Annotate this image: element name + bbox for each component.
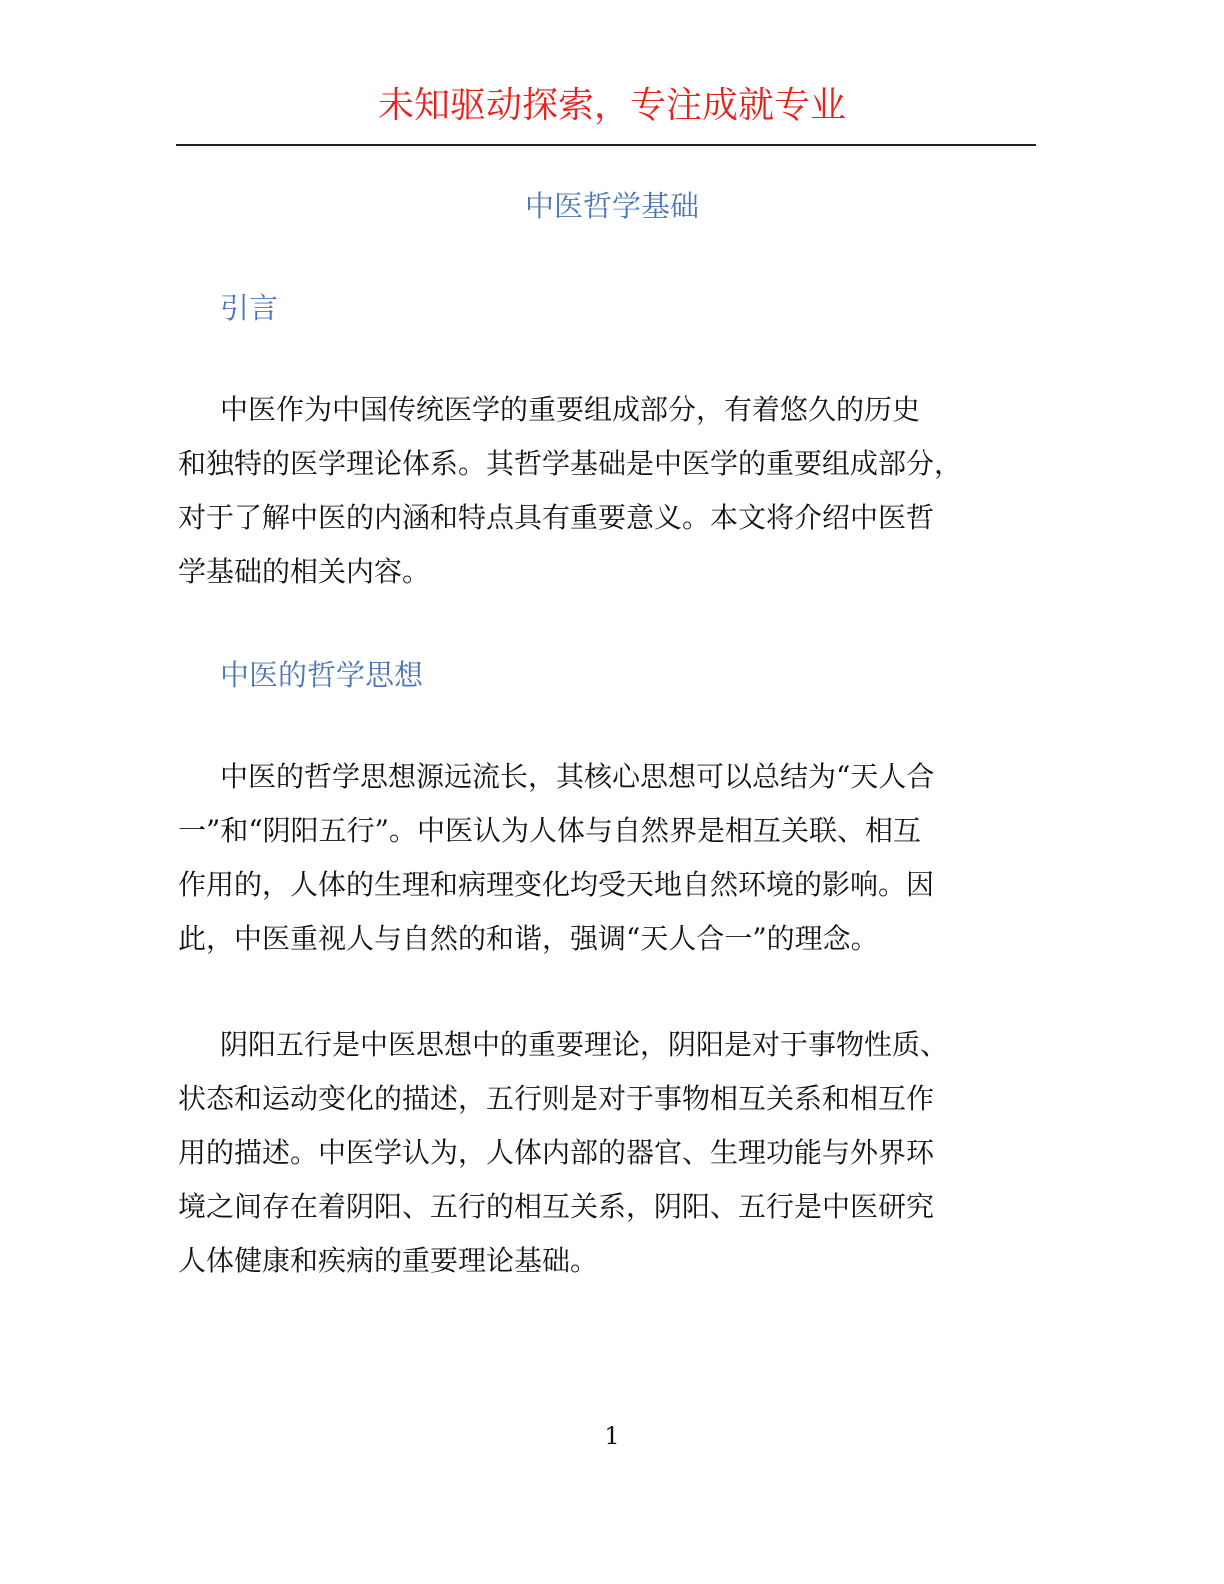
paragraph-line: 对于了解中医的内涵和特点具有重要意义。本文将介绍中医哲 bbox=[178, 501, 935, 534]
document-title: 中医哲学基础 bbox=[524, 189, 699, 223]
paragraph-line: 境之间存在着阴阳、五行的相互关系，阴阳、五行是中医研究 bbox=[178, 1190, 935, 1223]
section-heading-philosophy: 中医的哲学思想 bbox=[220, 658, 424, 692]
paragraph-line: 用的描述。中医学认为，人体内部的器官、生理功能与外界环 bbox=[178, 1136, 935, 1169]
paragraph-line: 作用的，人体的生理和病理变化均受天地自然环境的影响。因 bbox=[178, 868, 935, 901]
paragraph-line: 中医的哲学思想源远流长，其核心思想可以总结为“天人合 bbox=[220, 760, 935, 793]
paragraph-line: 和独特的医学理论体系。其哲学基础是中医学的重要组成部分， bbox=[178, 447, 963, 480]
paragraph-line: 阴阳五行是中医思想中的重要理论，阴阳是对于事物性质、 bbox=[220, 1028, 949, 1061]
paragraph-line: 此，中医重视人与自然的和谐，强调“天人合一”的理念。 bbox=[178, 922, 879, 955]
header-rule bbox=[176, 144, 1036, 146]
paragraph-philosophy-1 bbox=[178, 750, 1058, 966]
header-slogan: 未知驱动探索，专注成就专业 bbox=[377, 85, 846, 126]
page-number: 1 bbox=[604, 1422, 620, 1450]
section-heading-introduction: 引言 bbox=[220, 291, 279, 325]
paragraph-line: 人体健康和疾病的重要理论基础。 bbox=[178, 1244, 599, 1277]
paragraph-line: 中医作为中国传统医学的重要组成部分，有着悠久的历史 bbox=[220, 393, 921, 426]
paragraph-line: 学基础的相关内容。 bbox=[178, 555, 431, 588]
paragraph-introduction bbox=[178, 383, 1058, 599]
paragraph-philosophy-2 bbox=[178, 1018, 1058, 1288]
paragraph-line: 一”和“阴阳五行”。中医认为人体与自然界是相互关联、相互 bbox=[178, 814, 921, 847]
paragraph-line: 状态和运动变化的描述，五行则是对于事物相互关系和相互作 bbox=[178, 1082, 935, 1115]
